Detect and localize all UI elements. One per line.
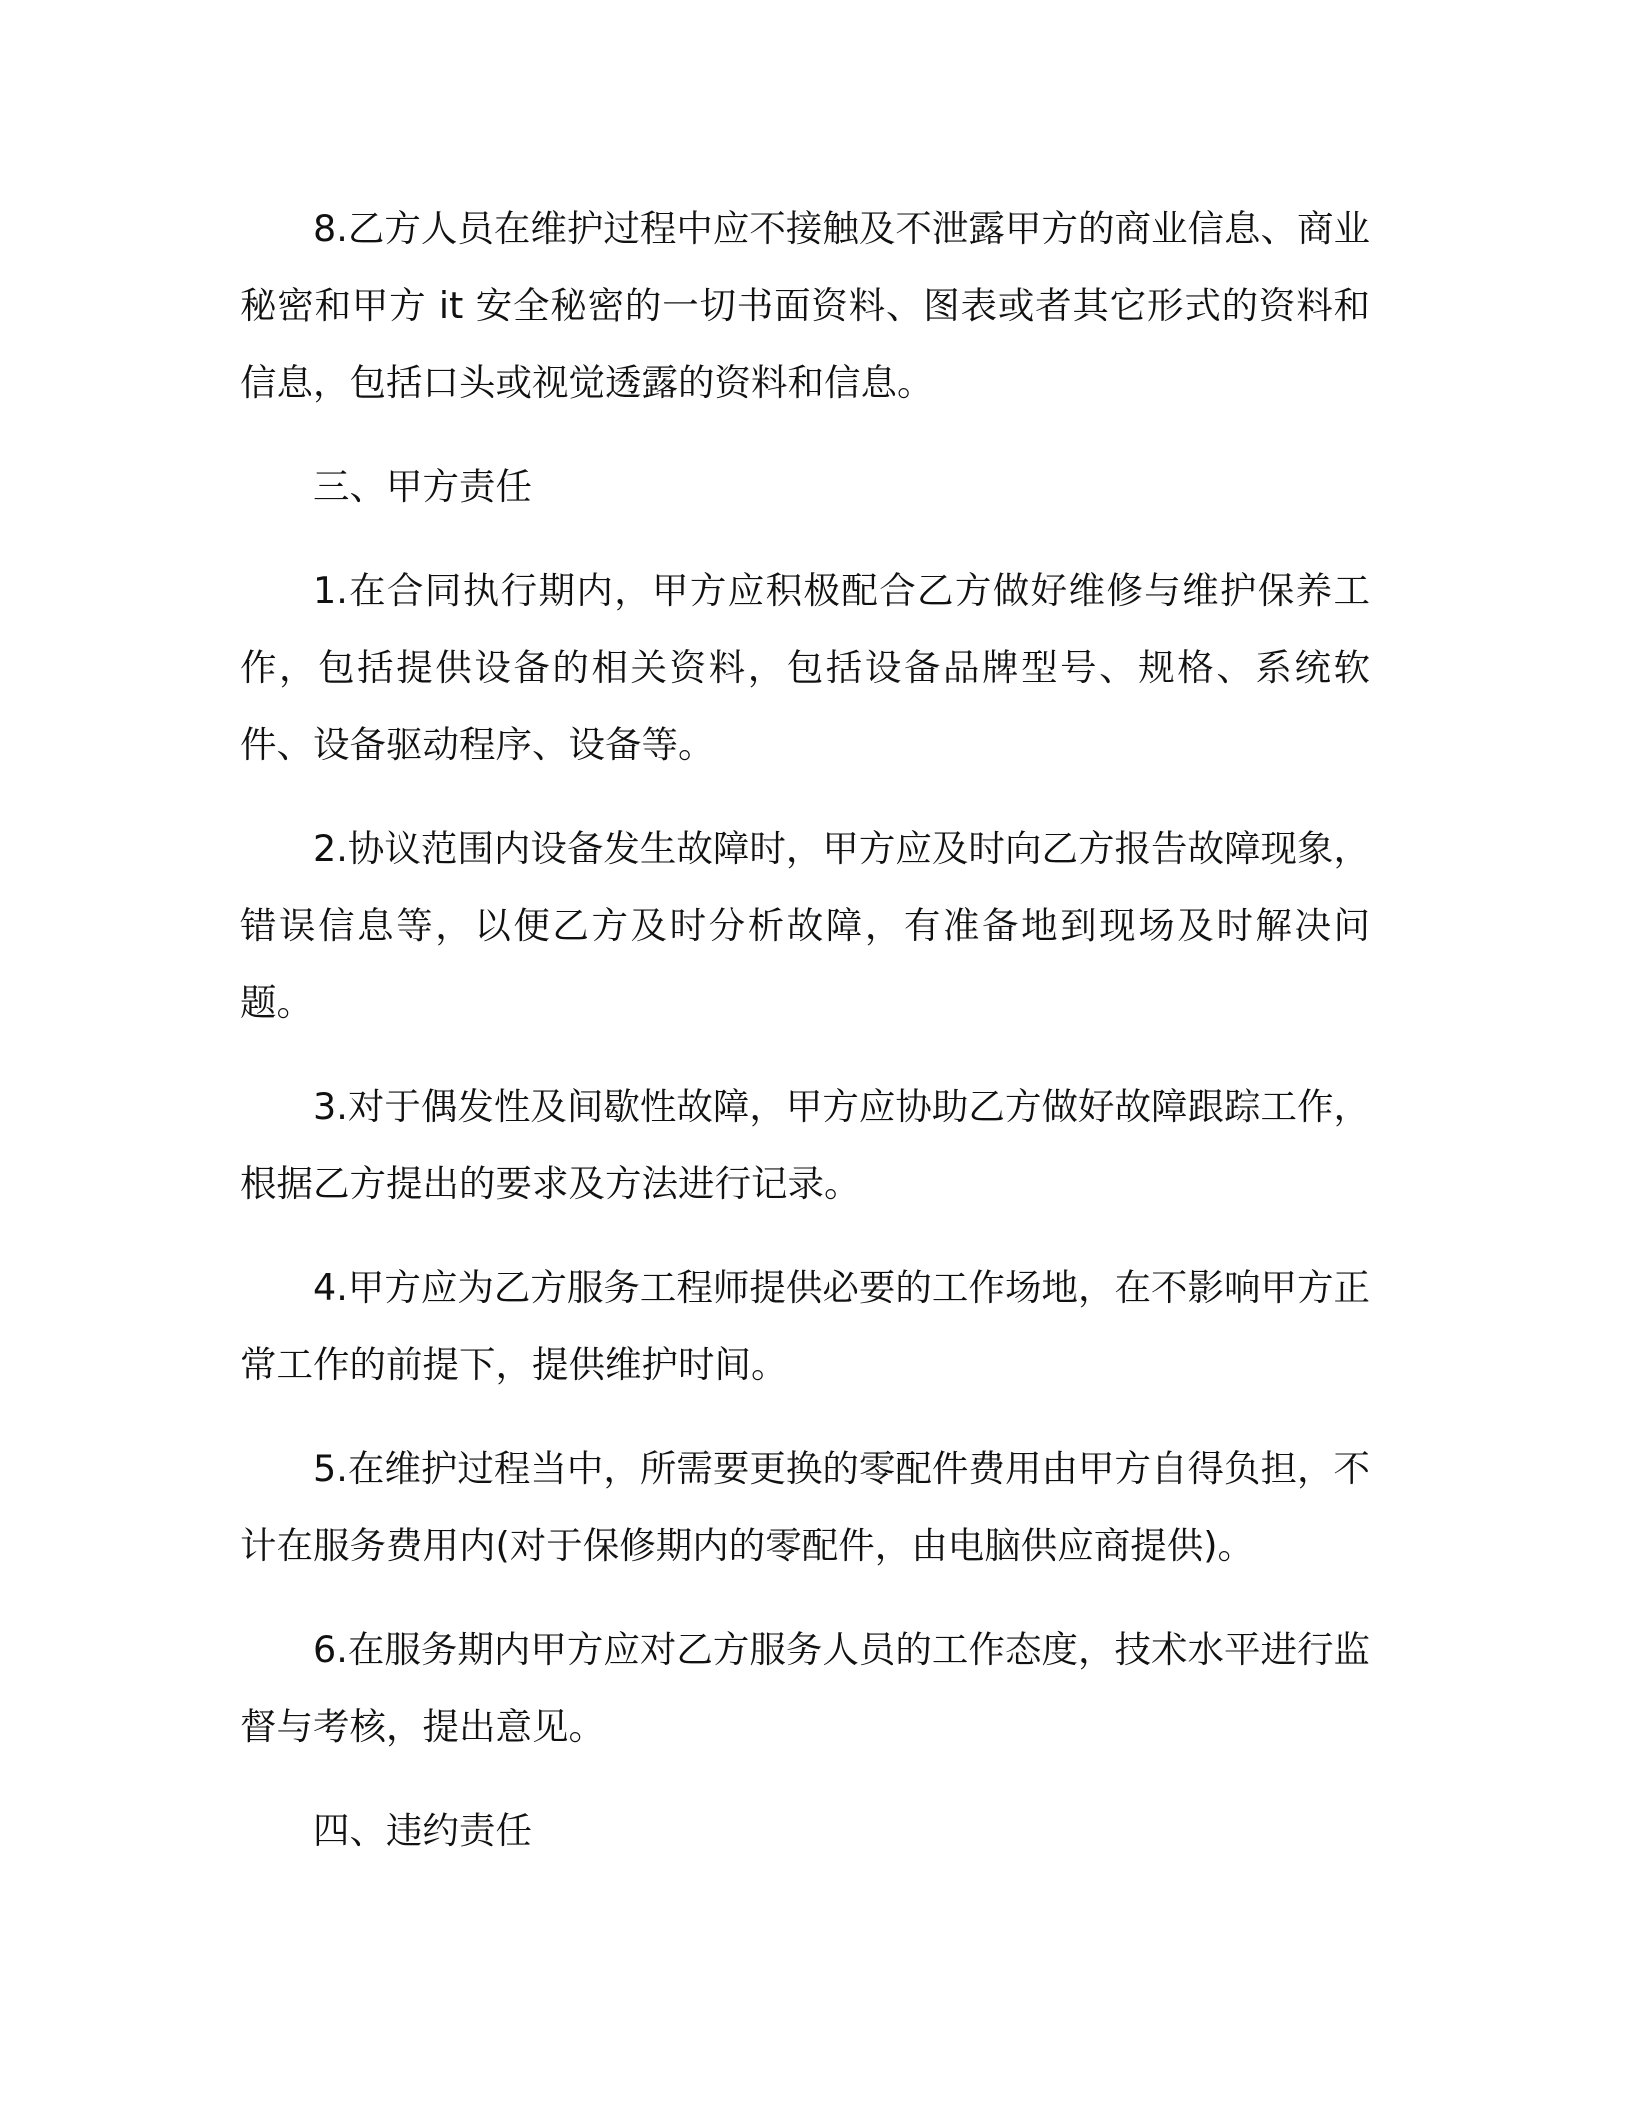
document-body xyxy=(240,190,1370,1896)
clause-4-work-site: 4.甲方应为乙方服务工程师提供必要的工作场地，在不影响甲方正常工作的前提下，提供维护时间。 xyxy=(240,1266,1370,1386)
clause-3-intermittent-faults: 3.对于偶发性及间歇性故障，甲方应协助乙方做好故障跟踪工作，根据乙方提出的要求及方法进行记录。 xyxy=(240,1085,1370,1205)
section-heading-breach-liability: 四、违约责任 xyxy=(313,1809,532,1852)
clause-1-cooperation: 1.在合同执行期内，甲方应积极配合乙方做好维修与维护保养工作，包括提供设备的相关资料，包括设备品牌型号、规格、系统软件、设备驱动程序、设备等。 xyxy=(240,569,1370,766)
section-heading-party-a-responsibility: 三、甲方责任 xyxy=(313,465,532,508)
clause-8-confidentiality: 8.乙方人员在维护过程中应不接触及不泄露甲方的商业信息、商业秘密和甲方 it 安全秘密的一切书面资料、图表或者其它形式的资料和信息，包括口头或视觉透露的资料和信息。 xyxy=(240,207,1370,404)
clause-2-fault-reporting: 2.协议范围内设备发生故障时，甲方应及时向乙方报告故障现象，错误信息等，以便乙方及时分析故障，有准备地到现场及时解决问题。 xyxy=(240,827,1370,1024)
clause-5-spare-parts: 5.在维护过程当中，所需要更换的零配件费用由甲方自得负担，不计在服务费用内(对于保修期内的零配件，由电脑供应商提供)。 xyxy=(240,1447,1370,1567)
clause-6-supervision: 6.在服务期内甲方应对乙方服务人员的工作态度，技术水平进行监督与考核，提出意见。 xyxy=(240,1628,1370,1748)
